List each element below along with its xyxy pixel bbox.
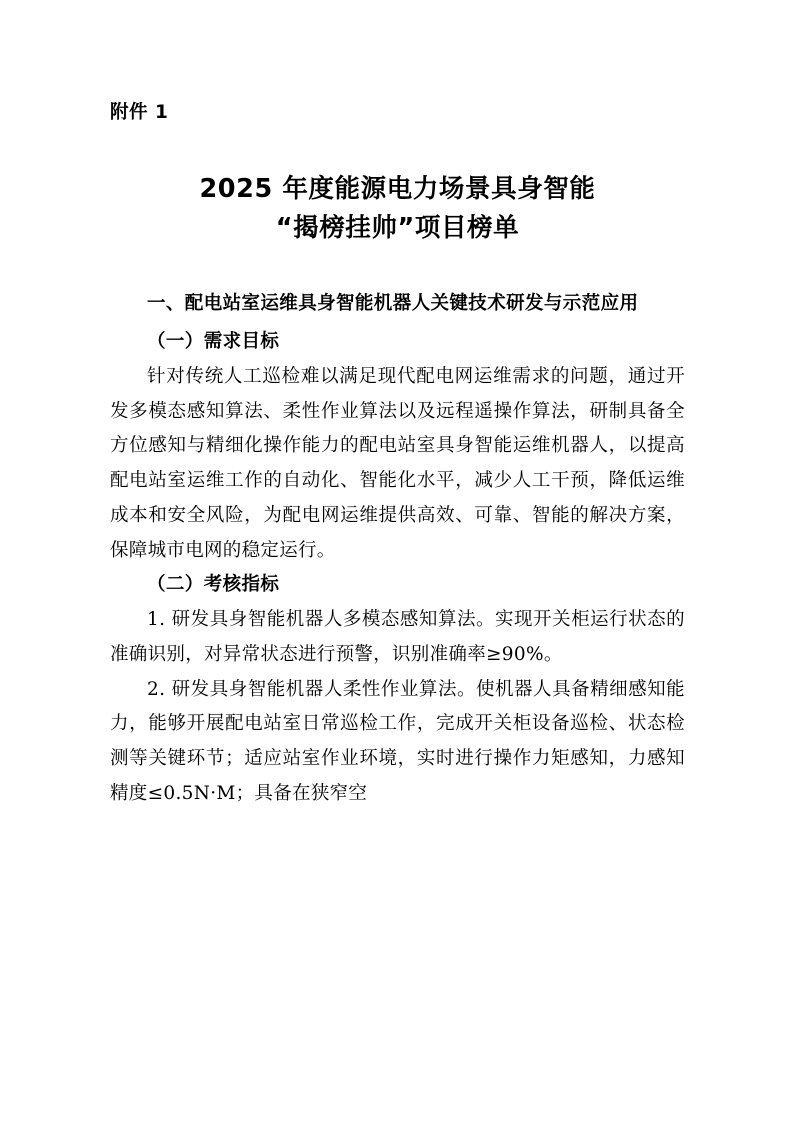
paragraph-metric-2: 2. 研发具身智能机器人柔性作业算法。使机器人具备精细感知能力，能够开展配电站室日常巡检工作，完成开关柜设备巡检、状态检测等关键环节；适应站室作业环境，实时进行操作力矩感知，力感知精度≤0.5N·M；具备在狭窄空 xyxy=(110,678,685,804)
paragraph-requirements: 针对传统人工巡检难以满足现代配电网运维需求的问题，通过开发多模态感知算法、柔性作业算法以及远程遥操作算法，研制具备全方位感知与精细化操作能力的配电站室具身智能运维机器人，以提高配电站室运维工作的自动化、智能化水平，减少人工干预，降低运维成本和安全风险，为配电网运维提供高效、可靠、智能的解决方案，保障城市电网的稳定运行。 xyxy=(110,365,685,561)
attachment-label: 附件 1 xyxy=(110,102,169,123)
paragraph-metric-1: 1. 研发具身智能机器人多模态感知算法。实现开关柜运行状态的准确识别，对异常状态进行预警，识别准确率≥90%。 xyxy=(110,609,685,665)
document-title xyxy=(110,170,685,248)
document-title-line-2: “揭榜挂帅”项目榜单 xyxy=(275,212,520,243)
section-heading-1: 一、配电站室运维具身智能机器人关键技术研发与示范应用 xyxy=(147,293,639,315)
subsection-heading-requirements: （一）需求目标 xyxy=(147,331,280,353)
subsection-heading-metrics: （二）考核指标 xyxy=(147,574,280,596)
document-title-line-1: 2025 年度能源电力场景具身智能 xyxy=(199,173,596,204)
